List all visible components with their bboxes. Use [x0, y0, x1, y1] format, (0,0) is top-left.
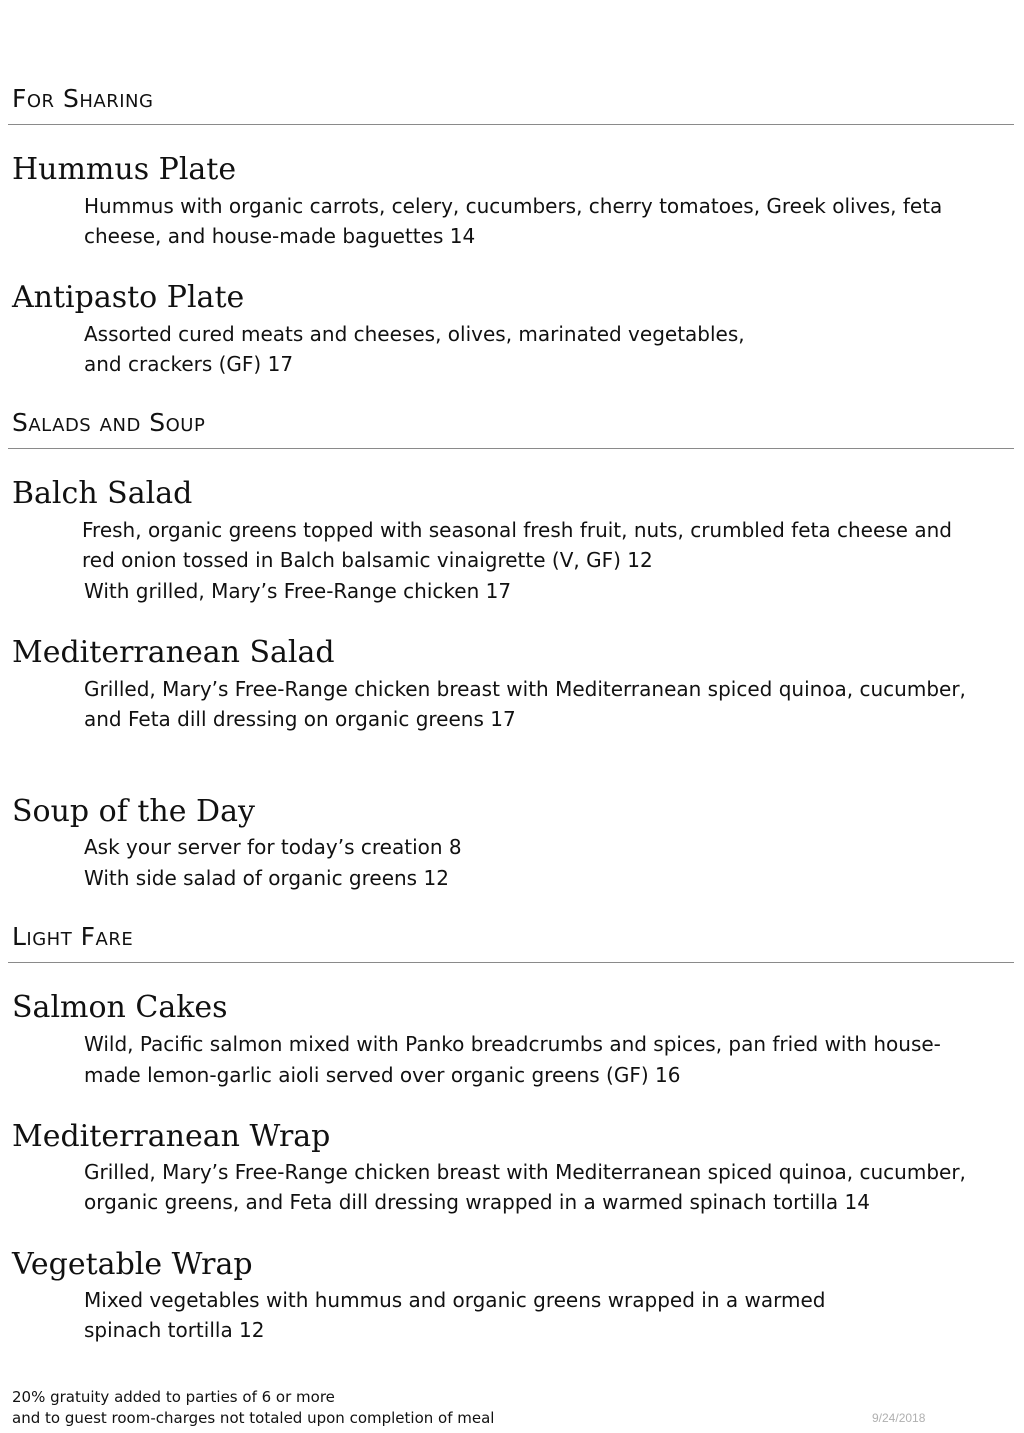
item-description-line: Fresh, organic greens topped with seasonal fresh fruit, nuts, crumbled feta cheese and [82, 518, 952, 542]
item-title-vegetable-wrap: Vegetable Wrap [12, 1247, 253, 1282]
item-description-line: Wild, Pacific salmon mixed with Panko breadcrumbs and spices, pan fried with house- [84, 1032, 941, 1056]
item-title-salmon-cakes: Salmon Cakes [12, 990, 228, 1025]
item-description-line: red onion tossed in Balch balsamic vinaigrette (V, GF) 12 [82, 548, 653, 572]
item-title-balch-salad: Balch Salad [12, 476, 193, 511]
item-description-line: Mixed vegetables with hummus and organic greens wrapped in a warmed [84, 1288, 826, 1312]
item-description-line: cheese, and house-made baguettes 14 [84, 224, 476, 248]
item-title-mediterranean-salad: Mediterranean Salad [12, 635, 335, 670]
item-description-line: organic greens, and Feta dill dressing wrapped in a warmed spinach tortilla 14 [84, 1190, 870, 1214]
section-heading-light-fare: Light Fare [12, 922, 134, 951]
item-title-hummus-plate: Hummus Plate [12, 152, 237, 187]
section-divider [8, 448, 1014, 449]
item-title-mediterranean-wrap: Mediterranean Wrap [12, 1119, 331, 1154]
item-description-line: Assorted cured meats and cheeses, olives, marinated vegetables, [84, 322, 745, 346]
item-description-line: made lemon-garlic aioli served over organic greens (GF) 16 [84, 1063, 681, 1087]
item-title-antipasto-plate: Antipasto Plate [12, 280, 245, 315]
item-title-soup-of-the-day: Soup of the Day [12, 794, 255, 829]
item-description-line: With grilled, Mary’s Free-Range chicken 17 [84, 579, 512, 603]
item-description-line: With side salad of organic greens 12 [84, 866, 449, 890]
item-description-line: Grilled, Mary’s Free-Range chicken breast with Mediterranean spiced quinoa, cucumber, [84, 1160, 966, 1184]
section-divider [8, 962, 1014, 963]
item-description-line: Grilled, Mary’s Free-Range chicken breast with Mediterranean spiced quinoa, cucumber, [84, 677, 966, 701]
item-description-line: Hummus with organic carrots, celery, cucumbers, cherry tomatoes, Greek olives, feta [84, 194, 943, 218]
gratuity-note-continued: and to guest room-charges not totaled upon completion of meal [12, 1409, 495, 1427]
section-heading-for-sharing: For Sharing [12, 84, 154, 113]
item-description-line: and crackers (GF) 17 [84, 352, 294, 376]
section-heading-salads-and-soup: Salads and Soup [12, 408, 206, 437]
item-description-line: Ask your server for today’s creation 8 [84, 835, 462, 859]
item-description-line: spinach tortilla 12 [84, 1318, 265, 1342]
item-description-line: and Feta dill dressing on organic greens 17 [84, 707, 516, 731]
section-divider [8, 124, 1014, 125]
print-date: 9/24/2018 [872, 1411, 926, 1425]
gratuity-note: 20% gratuity added to parties of 6 or more [12, 1388, 335, 1406]
